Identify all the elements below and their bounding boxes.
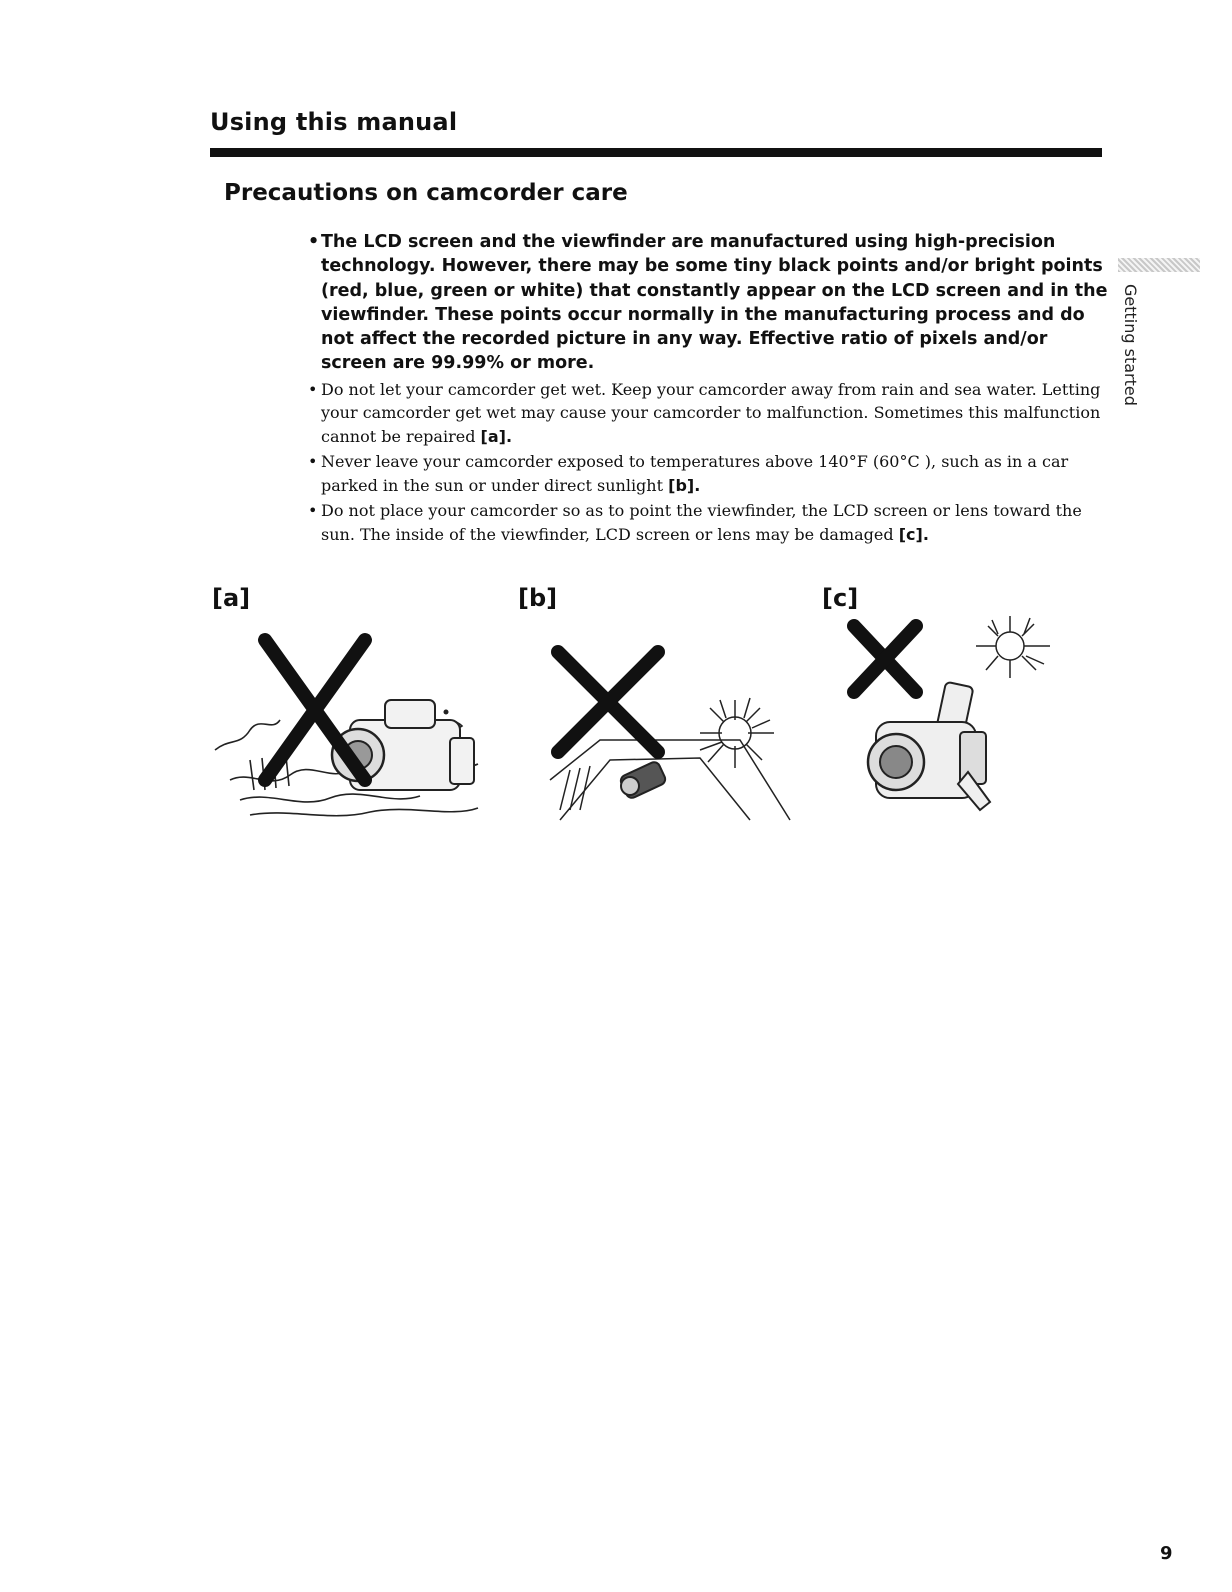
side-tab-label: Getting started (1121, 284, 1140, 406)
camcorder-in-water-illustration (210, 620, 490, 830)
precaution-item-heat (308, 450, 1106, 497)
figure-reference: [c]. (898, 524, 929, 544)
precaution-item-sun (308, 499, 1106, 546)
section-tab-marker (1118, 258, 1200, 272)
precaution-text: Do not let your camcorder get wet. Keep your camcorder away from rain and sea water. Letting your camcorder get wet may cause your camcorder to malfunction. Sometimes this malfunction cannot be repaired (321, 379, 1101, 446)
camcorder-in-hot-car-illustration (540, 640, 810, 830)
precautions-list (308, 230, 1108, 546)
precaution-item-wet (308, 378, 1106, 449)
precaution-text: Do not place your camcorder so as to point the viewfinder, the LCD screen or lens toward the sun. The inside of the viewfinder, LCD screen or lens may be damaged (321, 501, 1082, 544)
figure-reference: [b]. (668, 475, 701, 495)
precaution-item-lcd (308, 230, 1116, 376)
figure-reference: [a]. (480, 426, 513, 446)
page-heading: Precautions on camcorder care (224, 180, 628, 206)
precaution-text: Never leave your camcorder exposed to temperatures above 140°F (60°C ), such as in a car parked in the sun or under direct sunlight (321, 452, 1069, 495)
camcorder-facing-sun-illustration (840, 612, 1070, 822)
figure-label-b: [b] (518, 584, 558, 612)
precaution-text: The LCD screen and the viewfinder are manufactured using high-precision technology. However, there may be some tiny black points and/or bright points (red, blue, green or white) that constantly appear on the LCD screen and in the viewfinder. These points occur normally in the manufacturing process and do not affect the recorded picture in any way. Effective ratio of pixels and/or screen are 99.99% or more. (321, 232, 1108, 374)
figure-label-c: [c] (822, 584, 859, 612)
figure-label-a: [a] (212, 584, 251, 612)
section-title: Using this manual (210, 108, 458, 136)
page-number: 9 (1160, 1543, 1173, 1564)
section-divider (210, 148, 1102, 157)
